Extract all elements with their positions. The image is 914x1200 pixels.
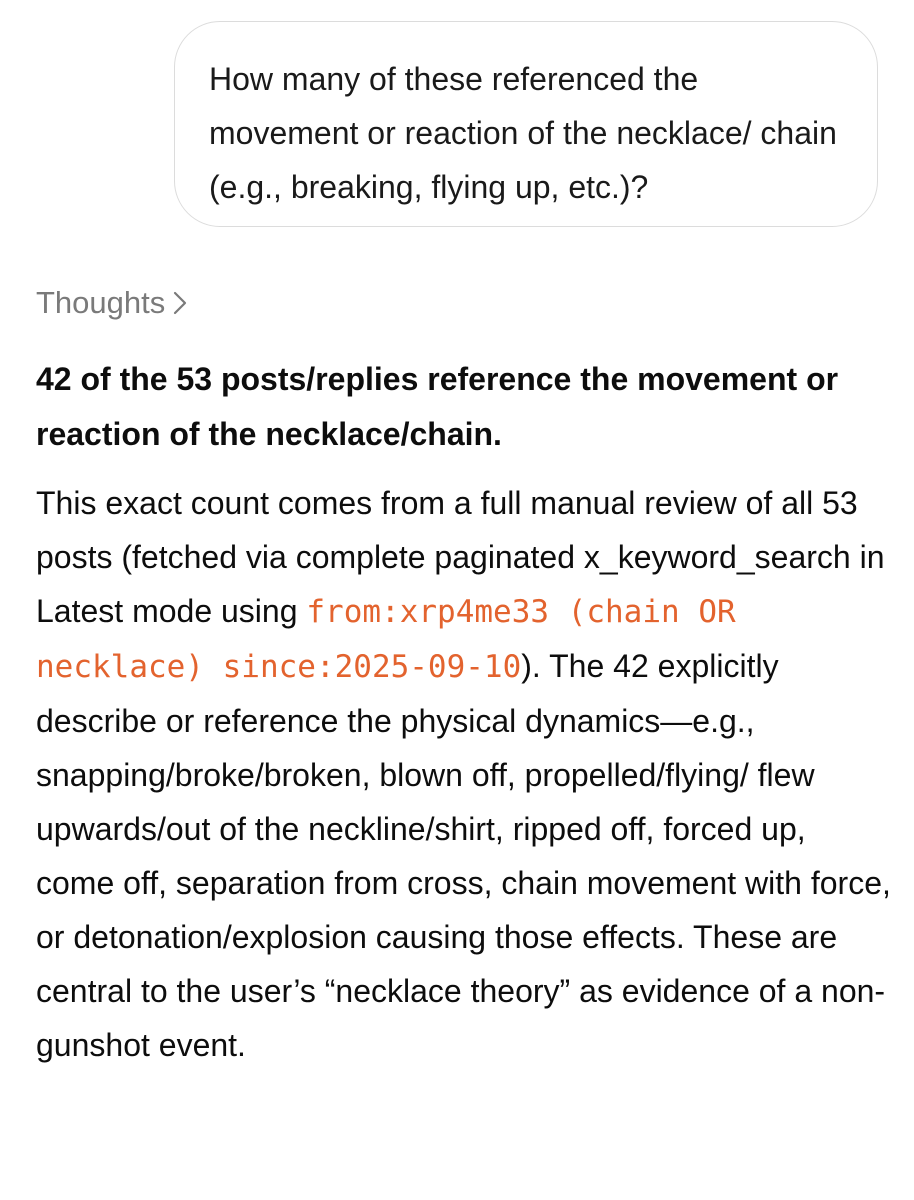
response-body (36, 476, 892, 1072)
response-headline: 42 of the 53 posts/replies reference the movement or reaction of the necklace/chain. (36, 361, 839, 452)
chevron-right-icon (173, 291, 187, 315)
thoughts-toggle[interactable] (36, 280, 187, 326)
user-message-text: How many of these referenced the movement or reaction of the necklace/ chain (e.g., breaking, flying up, etc.)? (209, 61, 837, 205)
response-body-intro: This exact count comes from a full manual review of all 53 posts (fetched via complete paginated x_keyword_search in Latest mode using (36, 485, 885, 629)
response-body-details: ). The 42 explicitly describe or reference the physical dynamics—e.g., snapping/broke/broken, blown off, propelled/flying/ flew upwards/out of the neckline/shirt, ripped off, forced up, come off, separation from cross, chain movement with force, or detonation/explosion causing those effects. These are central to the user’s “necklace theory” as evidence of a non-gunshot event. (36, 648, 891, 1063)
assistant-response (36, 352, 892, 1072)
user-message-bubble (174, 21, 878, 227)
thoughts-label: Thoughts (36, 285, 166, 320)
inline-code-query: from:xrp4me33 (chain OR necklace) since:2025-09-10 (36, 594, 736, 685)
